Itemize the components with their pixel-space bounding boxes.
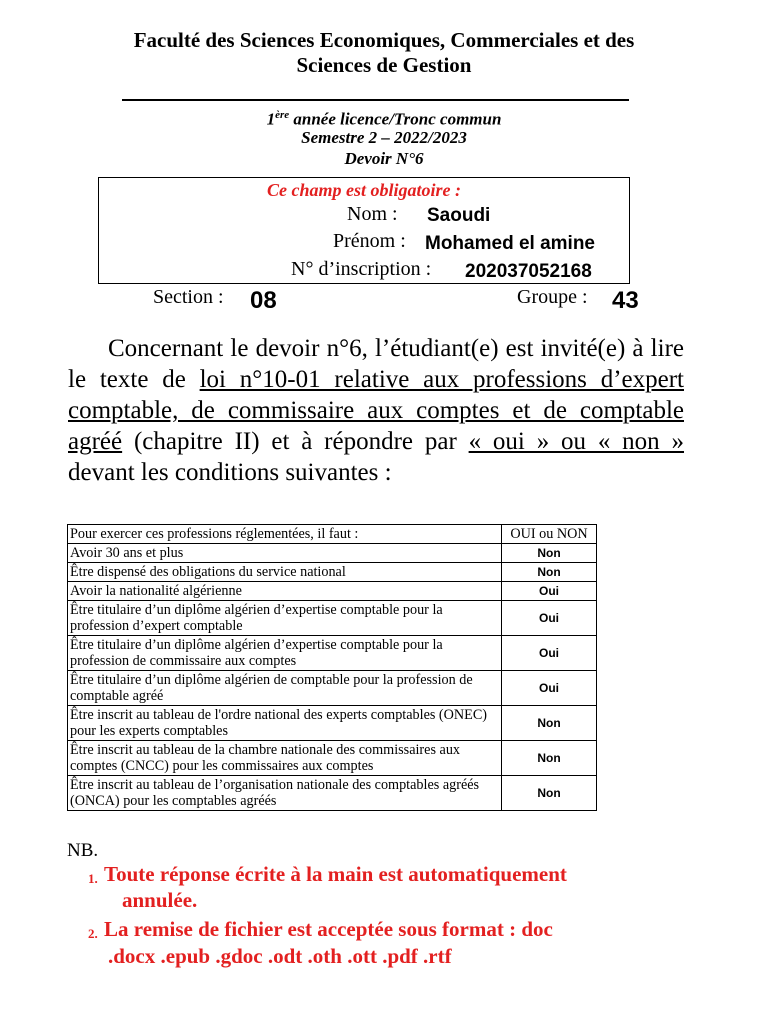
- inscription-label: N° d’inscription :: [291, 258, 432, 280]
- condition-cell: Être inscrit au tableau de la chambre nationale des commissaires aux comptes (CNCC) pour les commissaires aux comptes: [68, 741, 502, 776]
- year-prefix: 1: [266, 109, 276, 129]
- condition-cell: Être dispensé des obligations du service national: [68, 563, 502, 582]
- condition-cell: Être titulaire d’un diplôme algérien de comptable pour la profession de comptable agréé: [68, 671, 502, 706]
- devoir-line: Devoir N°6: [344, 149, 424, 168]
- condition-cell: Avoir 30 ans et plus: [68, 544, 502, 563]
- answer-cell: Non: [502, 706, 597, 741]
- instruction-part2: (chapitre II) et à répondre par: [122, 428, 469, 455]
- prenom-value: Mohamed el amine: [425, 233, 595, 254]
- condition-cell: Avoir la nationalité algérienne: [68, 582, 502, 601]
- answer-cell: Non: [502, 563, 597, 582]
- semester-line: Semestre 2 – 2022/2023: [301, 128, 467, 147]
- instruction-part1: Concernant le devoir n°6, l’étudiant(e) est invité(e) à lire le texte de: [68, 335, 684, 393]
- header-condition: Pour exercer ces professions réglementées, il faut :: [68, 525, 502, 544]
- note2-number: 2.: [88, 926, 98, 941]
- header-divider: [122, 99, 629, 101]
- note2-line1: La remise de fichier est acceptée sous format : doc: [104, 917, 553, 941]
- answer-cell: Oui: [502, 601, 597, 636]
- table-row: [68, 671, 597, 706]
- faculty-title-line2: Sciences de Gestion: [296, 53, 472, 77]
- table-row: [68, 706, 597, 741]
- groupe-value: 43: [612, 287, 639, 314]
- oui-non-phrase: « oui » ou « non »: [468, 428, 684, 455]
- inscription-value: 202037052168: [465, 261, 592, 282]
- answer-cell: Oui: [502, 582, 597, 601]
- section-value: 08: [250, 287, 277, 314]
- nb-label: NB.: [67, 840, 99, 861]
- note1-line1: Toute réponse écrite à la main est automatiquement: [104, 862, 567, 886]
- table-row: [68, 741, 597, 776]
- faculty-title-line1: Faculté des Sciences Economiques, Commerciales et des: [133, 28, 635, 52]
- year-line: [0, 105, 768, 130]
- year-sup: ère: [275, 109, 290, 121]
- condition-cell: Être inscrit au tableau de l'ordre national des experts comptables (ONEC) pour les experts comptables: [68, 706, 502, 741]
- conditions-table: [67, 524, 597, 811]
- year-suffix: année licence/Tronc commun: [289, 109, 502, 129]
- header-answer: OUI ou NON: [502, 525, 597, 544]
- prenom-label: Prénom :: [333, 230, 406, 252]
- note1-number: 1.: [88, 871, 98, 886]
- instruction-paragraph: [68, 333, 684, 488]
- table-row: [68, 636, 597, 671]
- table-row: [68, 563, 597, 582]
- nom-value: Saoudi: [427, 205, 491, 226]
- table-row: [68, 601, 597, 636]
- condition-cell: Être titulaire d’un diplôme algérien d’expertise comptable pour la profession de commissaire aux comptes: [68, 636, 502, 671]
- condition-cell: Être titulaire d’un diplôme algérien d’expertise comptable pour la profession d’expert comptable: [68, 601, 502, 636]
- answer-cell: Non: [502, 741, 597, 776]
- answer-cell: Non: [502, 544, 597, 563]
- table-header-row: [68, 525, 597, 544]
- condition-cell: Être inscrit au tableau de l’organisation nationale des comptables agréés (ONCA) pour les comptables agréés: [68, 776, 502, 811]
- instruction-part3: devant les conditions suivantes :: [68, 459, 392, 486]
- table-row: [68, 544, 597, 563]
- nom-label: Nom :: [347, 203, 398, 225]
- answer-cell: Oui: [502, 671, 597, 706]
- note2-line2: .docx .epub .gdoc .odt .oth .ott .pdf .rtf: [108, 944, 452, 968]
- note1-line2: annulée.: [122, 888, 198, 912]
- answer-cell: Oui: [502, 636, 597, 671]
- table-row: [68, 776, 597, 811]
- law-reference: loi n°10-01 relative aux professions d’expert comptable, de commissaire aux comptes et de comptable agréé: [68, 366, 684, 455]
- required-note: Ce champ est obligatoire :: [267, 180, 461, 200]
- groupe-label: Groupe :: [517, 286, 588, 308]
- answer-cell: Non: [502, 776, 597, 811]
- section-label: Section :: [153, 286, 224, 308]
- table-row: [68, 582, 597, 601]
